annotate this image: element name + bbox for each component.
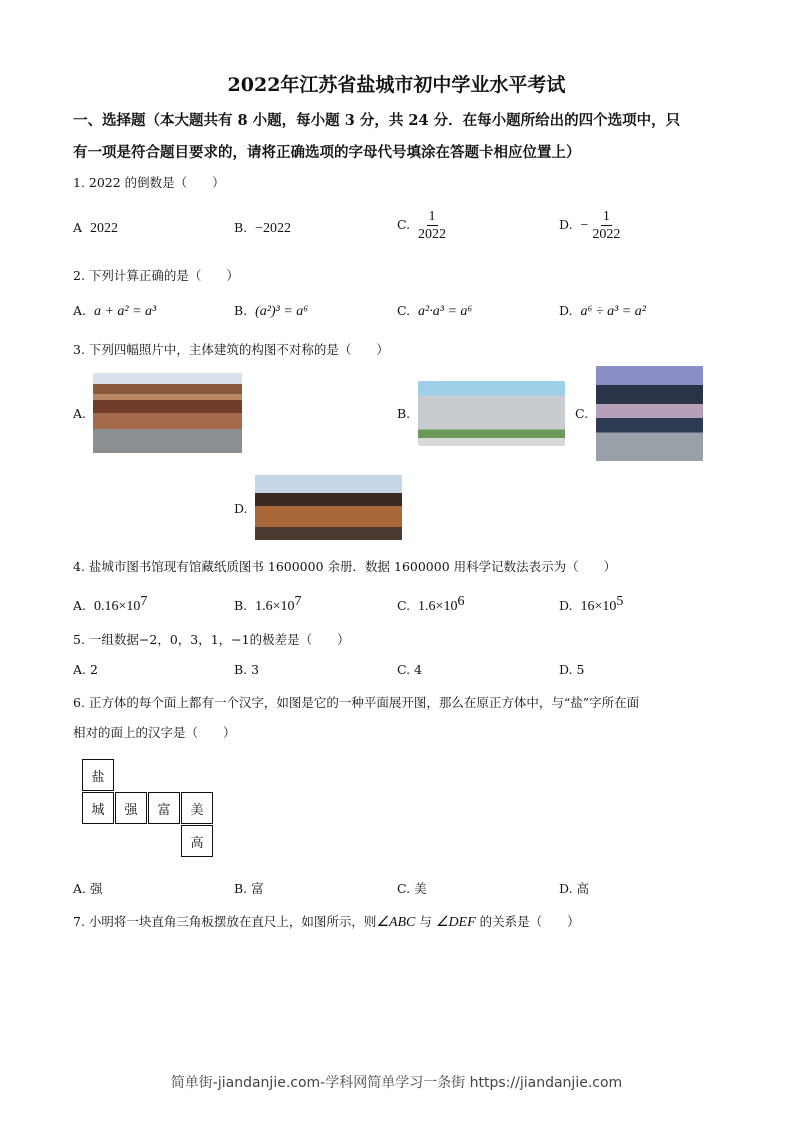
q1-option-c (397, 208, 446, 243)
option-label: B. (234, 220, 248, 235)
numerator: 1 (428, 209, 436, 224)
option-formula: a²·a³ = a⁶ (418, 304, 473, 319)
traditional-palace-photo (93, 373, 242, 453)
option-formula: (a²)³ = a⁶ (255, 304, 309, 319)
option-formula: a + a² = a³ (93, 304, 157, 319)
q5-option-b (234, 662, 259, 677)
q4-option-c: C. $1.6\times 10^6$ (397, 594, 465, 615)
cube-net-face: 盐 (82, 759, 114, 791)
option-value: 4 (414, 662, 423, 677)
q4-option-a: A. $0.16\times 10^7$ (73, 594, 148, 615)
option-value: 高 (576, 881, 590, 896)
minus-sign: − (580, 218, 589, 233)
stem-text: 7. 小明将一块直角三角板摆放在直尺上，如图所示，则 (73, 914, 377, 929)
numerator: 1 (602, 209, 610, 224)
fraction (592, 208, 620, 243)
option-label: D. (559, 217, 573, 232)
question-6-stem-line1: 6. 正方体的每个面上都有一个汉字，如图是它的一种平面展开图，那么在原正方体中，与“盐”字所在面 (73, 695, 640, 710)
section-heading-line2: 有一项是符合题目要求的，请将正确选项的字母代号填涂在答题卡相应位置上） (73, 144, 581, 161)
mantissa: 1.6 (255, 599, 273, 615)
q2-option-a (73, 303, 156, 320)
option-label: B. (234, 598, 248, 614)
option-label: B. (234, 881, 248, 896)
option-label: D. (559, 303, 573, 318)
q4-option-d: D. $16\times 10^5$ (559, 594, 624, 615)
option-label: C. (397, 662, 411, 677)
mantissa: 16 (580, 599, 595, 615)
option-value: 3 (251, 662, 260, 677)
q3-option-d-label: D. (234, 501, 248, 516)
q1-option-d (559, 208, 620, 243)
option-label: C. (397, 303, 411, 318)
option-label: B. (234, 662, 248, 677)
mantissa: 0.16 (93, 599, 119, 615)
angle-def: ∠DEF (435, 915, 476, 930)
exponent: 6 (457, 594, 465, 609)
question-4-stem: 4. 盐城市图书馆现有馆藏纸质图书 1600000 余册．数据 1600000 用科学记数法表示为（ ） (73, 559, 617, 574)
q3-option-b-label: B. (397, 406, 411, 421)
option-value: 强 (90, 881, 103, 896)
option-value: −2022 (255, 221, 292, 236)
cube-net-face: 强 (115, 792, 147, 824)
exponent: 7 (140, 594, 148, 609)
q6-option-b (234, 879, 264, 897)
footer-watermark: 简单街-jiandanjie.com-学科网简单学习一条街 https://jiandanjie.com (170, 1075, 623, 1091)
fraction (418, 208, 446, 243)
q6-option-c (397, 879, 427, 897)
cube-net-face: 富 (148, 792, 180, 824)
question-3-stem: 3. 下列四幅照片中，主体建筑的构图不对称的是（ ） (73, 342, 389, 357)
option-label: C. (397, 217, 411, 232)
q2-option-c (397, 303, 472, 320)
q6-option-a (73, 879, 103, 897)
q4-option-b: B. $1.6\times 10^7$ (234, 594, 302, 615)
cube-net-face: 美 (181, 792, 213, 824)
option-value: 美 (414, 881, 427, 896)
option-label: D. (559, 662, 573, 677)
option-label: B. (234, 303, 248, 318)
question-6-stem-line2: 相对的面上的汉字是（ ） (73, 725, 236, 740)
cube-net-face: 城 (82, 792, 114, 824)
q1-option-a (73, 220, 118, 237)
option-value: 2022 (89, 221, 118, 236)
temple-of-heaven-photo (596, 366, 703, 461)
angle-abc: ∠ABC (376, 915, 416, 930)
option-label: D. (559, 881, 573, 896)
q5-option-a (73, 662, 98, 677)
option-label: C. (397, 881, 411, 896)
q3-option-a-label: A. (73, 406, 87, 421)
exponent: 7 (294, 594, 302, 609)
mantissa: 1.6 (418, 599, 436, 615)
cube-net-face: 高 (181, 825, 213, 857)
pavilion-hall-photo (255, 475, 402, 540)
q1-option-b (234, 220, 291, 237)
q2-option-d (559, 303, 646, 320)
option-label: A. (73, 662, 87, 677)
option-label: A. (73, 303, 87, 318)
stem-text: 与 (419, 914, 432, 929)
option-value: 2 (90, 662, 98, 677)
question-2-stem: 2. 下列计算正确的是（ ） (73, 268, 239, 283)
option-value: 5 (576, 662, 585, 677)
exponent: 5 (616, 594, 624, 609)
question-7-stem (73, 912, 580, 931)
stem-text: 的关系是（ ） (479, 914, 580, 929)
section-heading-line1: 一、选择题（本大题共有 8 小题，每小题 3 分，共 24 分．在每小题所给出的四个选项中，只 (73, 112, 681, 129)
option-label: D. (559, 598, 573, 614)
option-label: C. (397, 598, 411, 614)
q6-option-d (559, 879, 589, 897)
option-label: A. (73, 598, 87, 614)
option-value: 富 (251, 881, 264, 896)
q3-option-c-label: C. (575, 406, 589, 421)
q5-option-d (559, 662, 585, 677)
question-5-stem: 5. 一组数据−2，0，3，1，−1的极差是（ ） (73, 632, 350, 647)
question-1-stem: 1. 2022 的倒数是（ ） (73, 175, 225, 190)
birds-nest-stadium-photo (418, 381, 565, 446)
option-formula: a⁶ ÷ a³ = a² (580, 304, 646, 319)
option-label: A. (73, 881, 87, 896)
option-label: A (73, 220, 83, 235)
denominator: 2022 (418, 227, 447, 242)
page-title: 2022年江苏省盐城市初中学业水平考试 (227, 74, 566, 96)
q5-option-c (397, 662, 422, 677)
denominator: 2022 (592, 227, 621, 242)
q2-option-b (234, 303, 308, 320)
